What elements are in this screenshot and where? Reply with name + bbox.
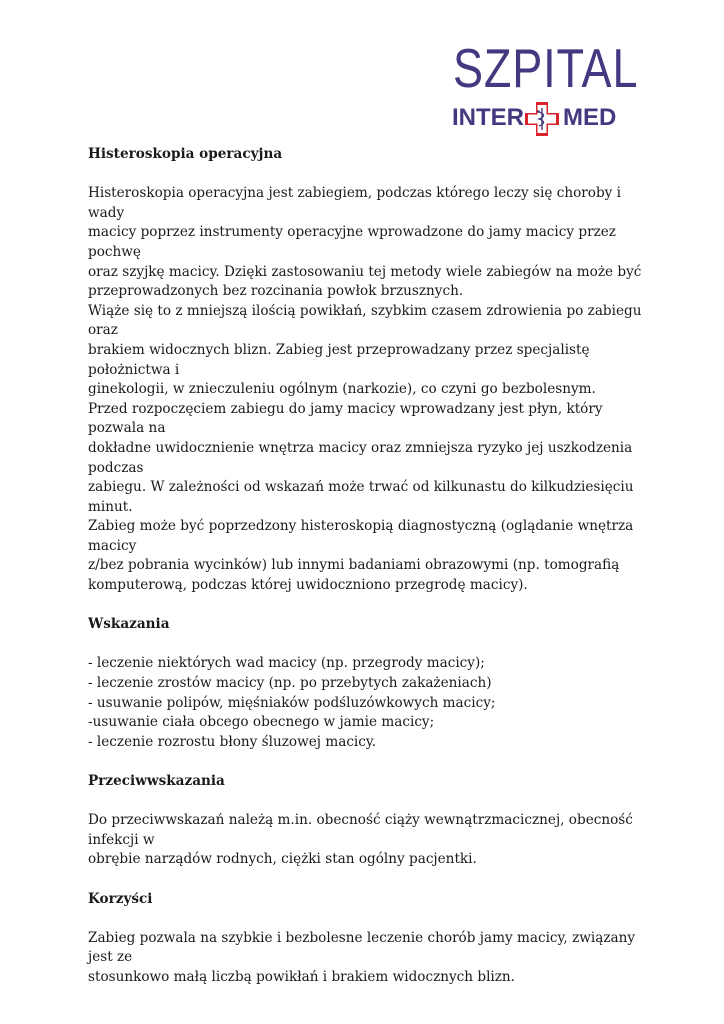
logo-inter-text: INTER (452, 104, 524, 131)
list-item: - leczenie rozrostu błony śluzowej macicy. (88, 733, 377, 750)
text-line: obrębie narządów rodnych, ciężki stan ogólny pacjentki. (88, 851, 477, 868)
text-line: zabiegu. W zależności od wskazań może trwać od kilkunastu do kilkudziesięciu minut. (88, 479, 634, 515)
text-line: Do przeciwwskazań należą m.in. obecność ciąży wewnątrzmacicznej, obecność infekcji w (88, 812, 633, 848)
text-line: ginekologii, w znieczuleniu ogólnym (narkozie), co czyni go bezbolesnym. (88, 381, 596, 398)
text-line: dokładne uwidocznienie wnętrza macicy oraz zmniejsza ryzyko jej uszkodzenia podczas (88, 439, 633, 476)
logo-bottom-row (452, 102, 627, 136)
section-wskazania (88, 615, 648, 752)
list-item: - leczenie niektórych wad macicy (np. przegrody macicy); (88, 655, 485, 672)
list-item: - usuwanie polipów, mięśniaków podśluzówkowych macicy; (88, 694, 496, 711)
section-title: Przeciwwskazania (88, 773, 225, 789)
text-line: macicy poprzez instrumenty operacyjne wprowadzone do jamy macicy przez pochwę (88, 224, 616, 260)
logo-med-text: MED (563, 104, 617, 131)
document-body (88, 145, 648, 988)
text-line: z/bez pobrania wycinków) lub innymi badaniami obrazowymi (np. tomografią (88, 557, 620, 574)
text-line: Zabieg pozwala na szybkie i bezbolesne leczenie chorób jamy macicy, związany jest ze (88, 929, 636, 966)
text-line: komputerową, podczas której uwidoczniono przegrodę macicy). (88, 577, 528, 594)
text-line: Histeroskopia operacyjna jest zabiegiem, podczas którego leczy się choroby i wady (88, 185, 622, 221)
section-histeroskopia (88, 145, 648, 596)
list-item: - leczenie zrostów macicy (np. po przebytych zakażeniach) (88, 675, 492, 692)
indications-list (88, 654, 648, 752)
text-line: Przed rozpoczęciem zabiegu do jamy macicy wprowadzany jest płyn, który pozwala na (88, 400, 603, 437)
list-item: -usuwanie ciała obcego obecnego w jamie macicy; (88, 714, 435, 731)
section-title: Wskazania (88, 616, 170, 633)
logo-szpital-text: SZPITAL (453, 37, 639, 99)
section-title: Korzyści (88, 890, 153, 907)
text-line: przeprowadzonych bez rozcinania powłok brzusznych. (88, 283, 464, 300)
medical-cross-icon (525, 102, 559, 136)
section-title: Histeroskopia operacyjna (88, 146, 283, 162)
text-line: oraz szyjkę macicy. Dzięki zastosowaniu tej metody wiele zabiegów na może być (88, 263, 642, 280)
section-korzysci (88, 890, 648, 988)
text-line: Zabieg może być poprzedzony histeroskopią diagnostyczną (oglądanie wnętrza macicy (88, 518, 634, 554)
hospital-logo (450, 37, 639, 140)
section-przeciwwskazania (88, 772, 648, 870)
text-line: brakiem widocznych blizn. Zabieg jest przeprowadzany przez specjalistę położnictwa i (88, 341, 590, 378)
text-line: Wiąże się to z mniejszą ilością powikłań, szybkim czasem zdrowienia po zabiegu oraz (88, 302, 642, 339)
text-line: stosunkowo małą liczbą powikłań i brakiem widocznych blizn. (88, 968, 516, 985)
